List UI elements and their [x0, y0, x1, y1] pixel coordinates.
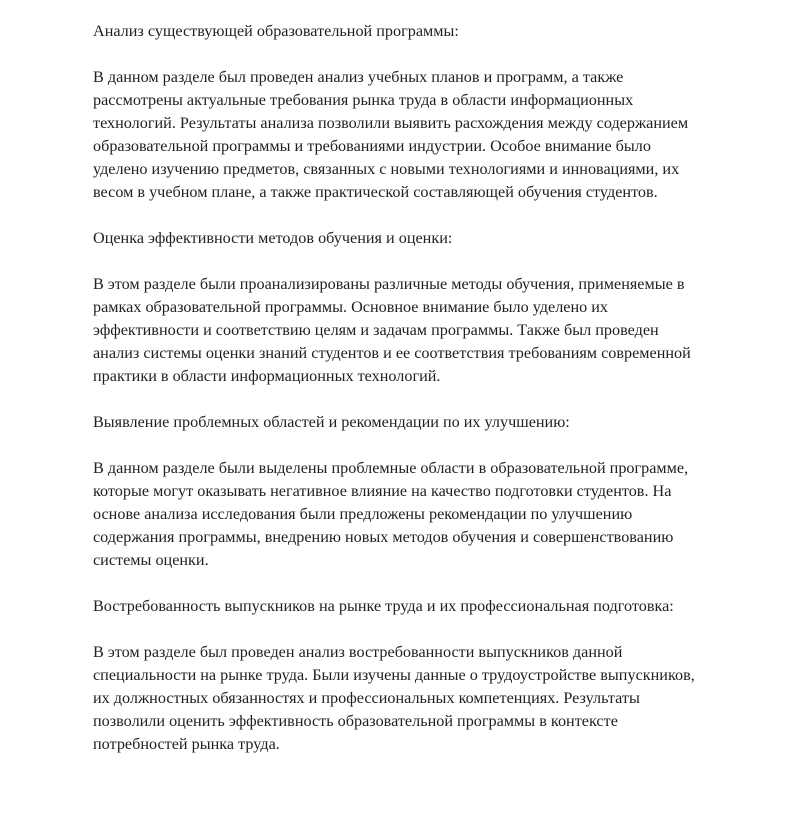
section-heading-program-analysis: Анализ существующей образовательной программы:: [93, 22, 459, 40]
section-body-methods-evaluation: В этом разделе были проанализированы различные методы обучения, применяемые в рамках образовательной программы. Основное внимание было уделено их эффективности и соответствию целям и задачам программы. Также был проведен анализ системы оценки знаний студентов и ее соответствия требованиям современной практики в области информационных технологий.: [93, 275, 691, 385]
section-heading-methods-evaluation: Оценка эффективности методов обучения и оценки:: [93, 229, 453, 247]
document-body: [93, 20, 703, 756]
section-heading-graduate-demand: Востребованность выпускников на рынке труда и их профессиональная подготовка:: [93, 597, 674, 615]
section-body-graduate-demand: В этом разделе был проведен анализ востребованности выпускников данной специальности на рынке труда. Были изучены данные о трудоустройстве выпускников, их должностных обязанностях и профессиональных компетенциях. Результаты позволили оценить эффективность образовательной программы в контексте потребностей рынка труда.: [93, 643, 695, 753]
section-heading-problem-areas: Выявление проблемных областей и рекомендации по их улучшению:: [93, 413, 570, 431]
section-body-program-analysis: В данном разделе был проведен анализ учебных планов и программ, а также рассмотрены актуальные требования рынка труда в области информационных технологий. Результаты анализа позволили выявить расхождения между содержанием образовательной программы и требованиями индустрии. Особое внимание было уделено изучению предметов, связанных с новыми технологиями и инновациями, их весом в учебном плане, а также практической составляющей обучения студентов.: [93, 68, 689, 201]
section-body-problem-areas: В данном разделе были выделены проблемные области в образовательной программе, которые могут оказывать негативное влияние на качество подготовки студентов. На основе анализа исследования были предложены рекомендации по улучшению содержания программы, внедрению новых методов обучения и совершенствованию системы оценки.: [93, 459, 689, 569]
